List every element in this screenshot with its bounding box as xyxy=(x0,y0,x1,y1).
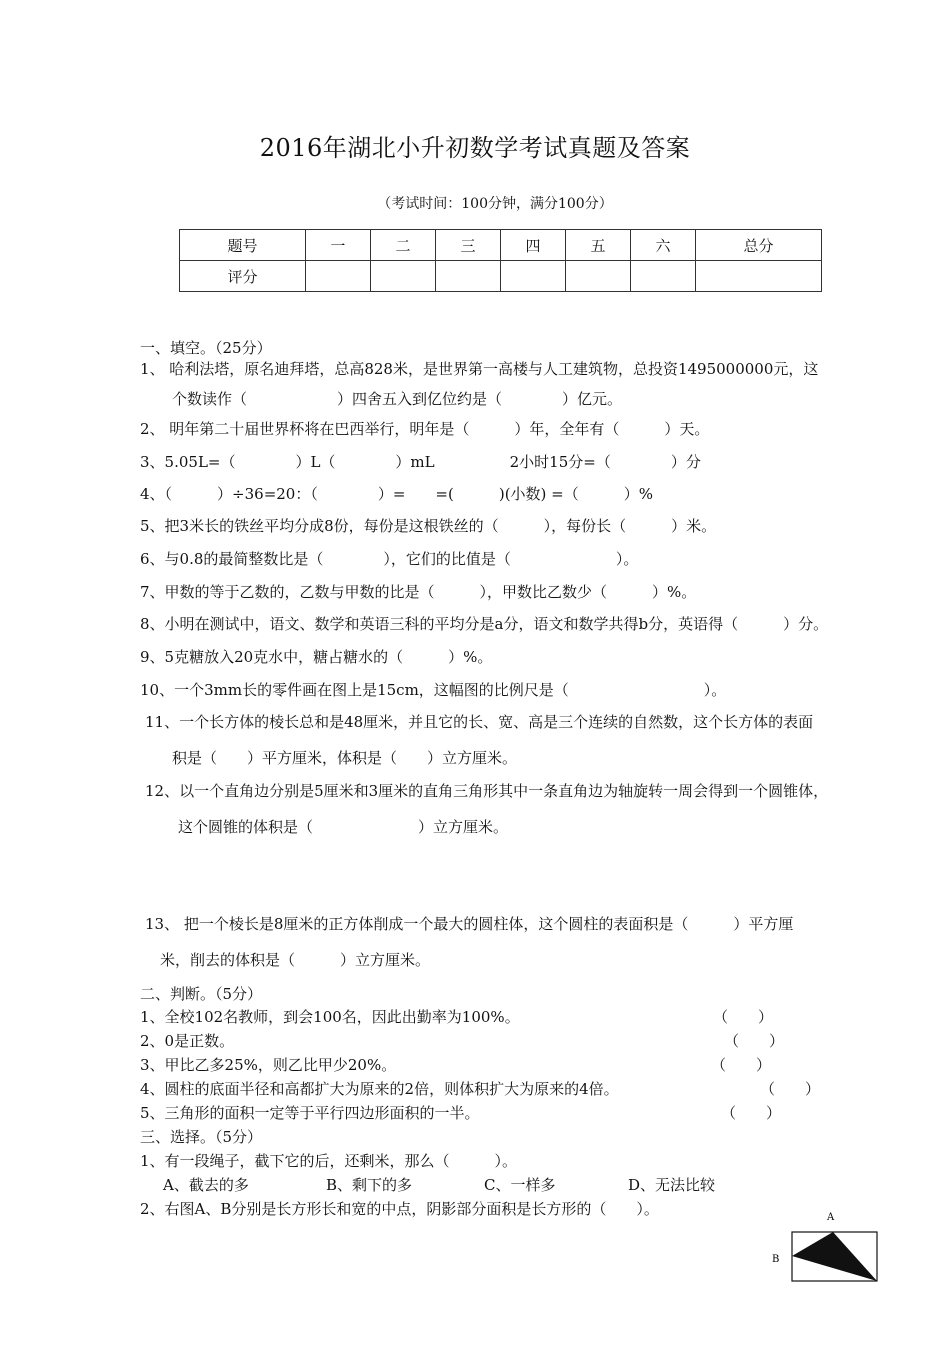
score-cell: 一 xyxy=(305,230,370,261)
question-line: 9、5克糖放入20克水中，糖占糖水的（ ）%。 xyxy=(140,648,493,666)
section-2-heading: 二、判断。（5分） xyxy=(140,985,263,1003)
score-cell xyxy=(696,261,822,292)
score-table-score-row xyxy=(180,261,822,292)
question-line: 4、（ ）÷36=20：（ ）= =( )(小数) =（ ）% xyxy=(140,485,653,503)
exam-subtitle: （考试时间：100分钟，满分100分） xyxy=(377,196,613,212)
section-1-heading: 一、填空。（25分） xyxy=(140,339,272,357)
score-cell xyxy=(370,261,435,292)
judge-item-text: 1、全校102名教师，到会100名，因此出勤率为100%。 xyxy=(140,1008,520,1026)
question-line: 5、把3米长的铁丝平均分成8份，每份是这根铁丝的（ ），每份长（ ）米。 xyxy=(140,517,717,535)
judge-item-text: 4、圆柱的底面半径和高都扩大为原来的2倍，则体积扩大为原来的4倍。 xyxy=(140,1080,619,1098)
score-table-header-row xyxy=(180,230,822,261)
judge-item-text: 3、甲比乙多25%，则乙比甲少20%。 xyxy=(140,1056,397,1074)
choice-option-c: C、一样多 xyxy=(484,1176,556,1194)
score-cell: 题号 xyxy=(180,230,306,261)
score-cell xyxy=(631,261,696,292)
figure-shaded-triangle xyxy=(792,1232,877,1281)
choice-question-1: 1、有一段绳子，截下它的后，还剩米，那么（ ）。 xyxy=(140,1152,518,1170)
score-cell: 五 xyxy=(565,230,630,261)
choice-option-b: B、剩下的多 xyxy=(326,1176,413,1194)
score-cell xyxy=(435,261,500,292)
question-line: 这个圆锥的体积是（ ）立方厘米。 xyxy=(178,818,509,836)
judge-item-mark: （ ） xyxy=(724,1032,785,1050)
score-cell: 六 xyxy=(631,230,696,261)
judge-item-mark: （ ） xyxy=(760,1080,821,1098)
judge-item-mark: （ ） xyxy=(713,1008,774,1026)
question-line: 积是（ ）平方厘米，体积是（ ）立方厘米。 xyxy=(172,749,518,767)
question-line: 13、 把一个棱长是8厘米的正方体削成一个最大的圆柱体，这个圆柱的表面积是（ ）平方厘 xyxy=(145,915,794,933)
question-line: 米，削去的体积是（ ）立方厘米。 xyxy=(160,951,431,969)
score-cell: 三 xyxy=(435,230,500,261)
score-table xyxy=(179,229,822,292)
judge-item-text: 5、三角形的面积一定等于平行四边形面积的一半。 xyxy=(140,1104,480,1122)
score-cell: 总分 xyxy=(696,230,822,261)
page-title: 2016年湖北小升初数学考试真题及答案 xyxy=(259,134,691,162)
judge-item-text: 2、0是正数。 xyxy=(140,1032,235,1050)
section-3-heading: 三、选择。（5分） xyxy=(140,1128,263,1146)
rectangle-figure-svg xyxy=(770,1205,880,1285)
score-cell: 评分 xyxy=(180,261,306,292)
figure-label-a: A xyxy=(827,1212,835,1223)
choice-question-2: 2、右图A、B分别是长方形长和宽的中点，阴影部分面积是长方形的（ ）。 xyxy=(140,1200,659,1218)
judge-item-mark: （ ） xyxy=(711,1056,772,1074)
score-cell xyxy=(305,261,370,292)
score-cell xyxy=(500,261,565,292)
question-line: 11、一个长方体的棱长总和是48厘米，并且它的长、宽、高是三个连续的自然数，这个长方体的表面 xyxy=(145,713,814,731)
question-line: 2、 明年第二十届世界杯将在巴西举行，明年是（ ）年，全年有（ ）天。 xyxy=(140,420,710,438)
judge-item-mark: （ ） xyxy=(721,1104,782,1122)
question-line: 3、5.05L=（ ）L（ ）mL 2小时15分=（ ）分 xyxy=(140,453,701,471)
rectangle-figure xyxy=(770,1205,880,1289)
score-cell: 四 xyxy=(500,230,565,261)
figure-label-b: B xyxy=(772,1254,780,1265)
question-line: 12、以一个直角边分别是5厘米和3厘米的直角三角形其中一条直角边为轴旋转一周会得到一个圆锥体， xyxy=(145,782,829,800)
question-line: 1、 哈利法塔，原名迪拜塔，总高828米，是世界第一高楼与人工建筑物，总投资1495000000元，这 xyxy=(140,360,819,378)
score-cell xyxy=(565,261,630,292)
question-line: 8、小明在测试中，语文、数学和英语三科的平均分是a分，语文和数学共得b分，英语得（ ）分。 xyxy=(140,615,829,633)
question-line: 10、一个3mm长的零件画在图上是15cm，这幅图的比例尺是（ ）。 xyxy=(140,681,727,699)
question-line: 7、甲数的等于乙数的，乙数与甲数的比是（ ），甲数比乙数少（ ）%。 xyxy=(140,583,697,601)
question-line: 6、与0.8的最简整数比是（ ），它们的比值是（ ）。 xyxy=(140,550,639,568)
choice-option-d: D、无法比较 xyxy=(628,1176,716,1194)
choice-option-a: A、截去的多 xyxy=(163,1176,249,1194)
score-cell: 二 xyxy=(370,230,435,261)
question-line: 个数读作（ ）四舍五入到亿位约是（ ）亿元。 xyxy=(172,390,623,408)
